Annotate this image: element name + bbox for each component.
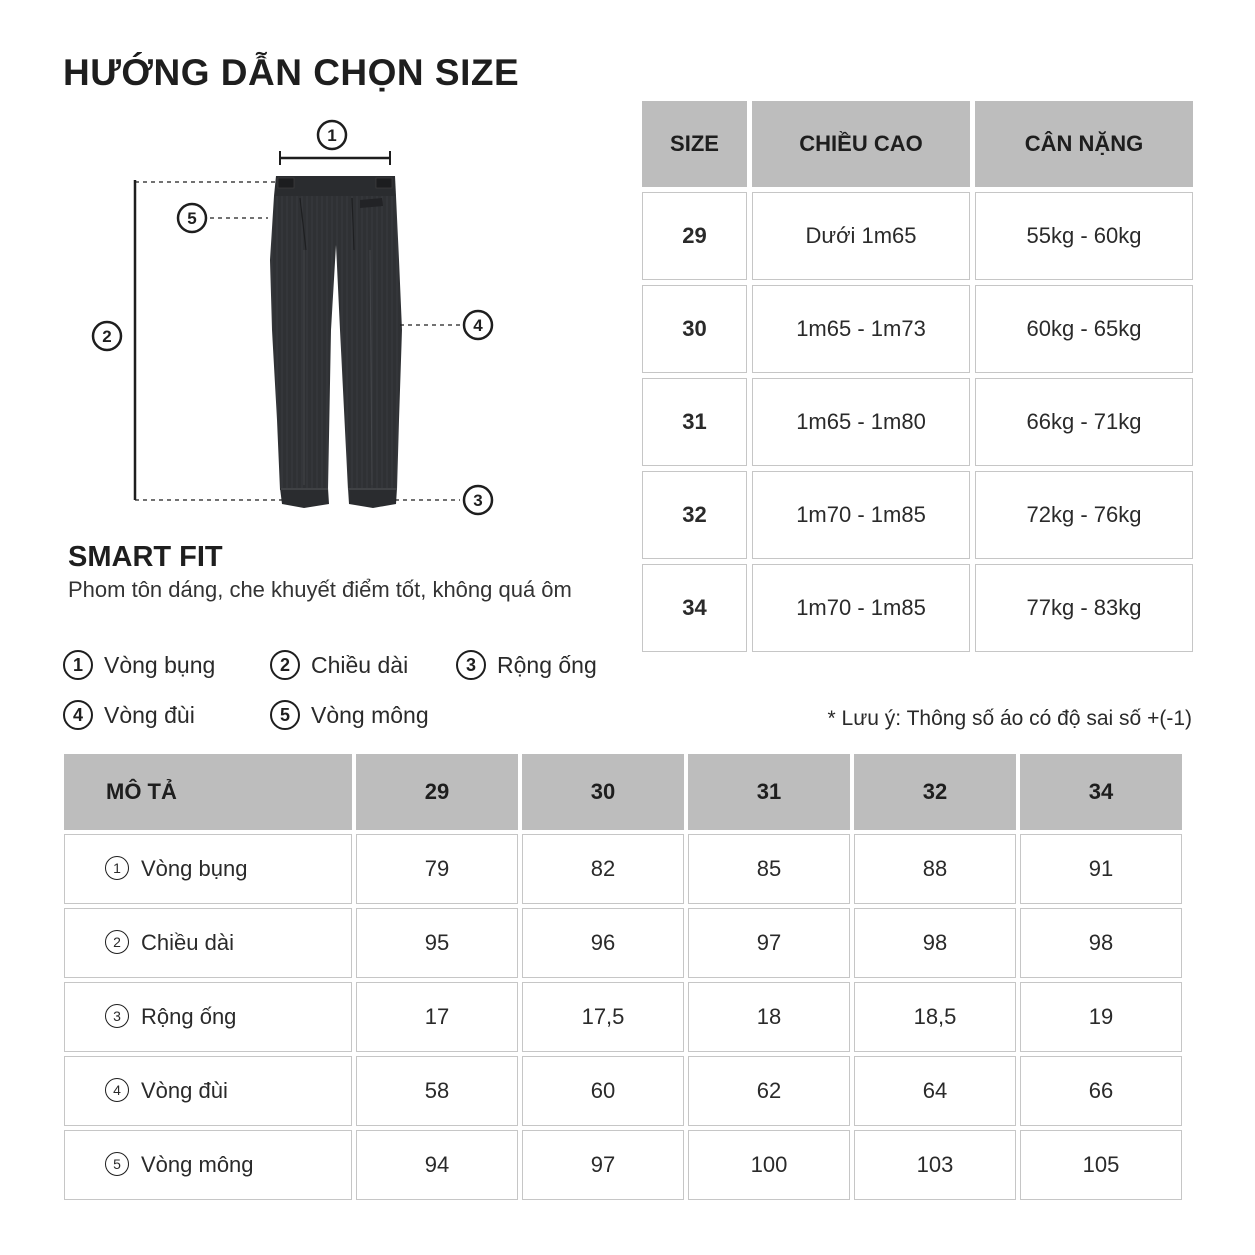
value-cell: 18 — [688, 982, 850, 1052]
marker-4-icon — [464, 311, 492, 339]
height-cell: 1m70 - 1m85 — [752, 471, 970, 559]
table-row — [64, 834, 1182, 904]
size-chart-table — [637, 96, 1198, 657]
value-cell: 88 — [854, 834, 1016, 904]
header-size-29: 29 — [356, 754, 518, 830]
value-cell: 79 — [356, 834, 518, 904]
legend-item-length — [270, 650, 408, 680]
size-cell: 31 — [642, 378, 747, 466]
row-label-text: Chiều dài — [141, 929, 234, 955]
weight-cell: 72kg - 76kg — [975, 471, 1193, 559]
marker-2-icon — [93, 322, 121, 350]
number-3-icon: 3 — [105, 1004, 129, 1028]
size-cell: 30 — [642, 285, 747, 373]
number-3-icon: 3 — [456, 650, 486, 680]
number-2-icon: 2 — [270, 650, 300, 680]
legend-item-waist — [63, 650, 215, 680]
value-cell: 62 — [688, 1056, 850, 1126]
value-cell: 82 — [522, 834, 684, 904]
size-chart-header-row — [642, 101, 1193, 187]
legend-label: Vòng bụng — [104, 651, 216, 678]
table-row — [64, 908, 1182, 978]
number-2-icon: 2 — [105, 930, 129, 954]
weight-cell: 60kg - 65kg — [975, 285, 1193, 373]
legend-label: Rộng ống — [497, 651, 597, 678]
trousers-icon — [270, 176, 402, 508]
weight-cell: 77kg - 83kg — [975, 564, 1193, 652]
value-cell: 91 — [1020, 834, 1182, 904]
measurement-header-row — [64, 754, 1182, 830]
header-height: CHIỀU CAO — [752, 101, 970, 187]
table-row — [64, 1130, 1182, 1200]
value-cell: 96 — [522, 908, 684, 978]
value-cell: 100 — [688, 1130, 850, 1200]
size-cell: 34 — [642, 564, 747, 652]
number-4-icon: 4 — [63, 700, 93, 730]
marker-1-icon — [318, 121, 346, 149]
height-cell: Dưới 1m65 — [752, 192, 970, 280]
value-cell: 105 — [1020, 1130, 1182, 1200]
value-cell: 18,5 — [854, 982, 1016, 1052]
svg-text:3: 3 — [473, 491, 483, 510]
row-label-text: Vòng đùi — [141, 1077, 228, 1103]
svg-text:5: 5 — [187, 209, 197, 228]
header-weight: CÂN NẶNG — [975, 101, 1193, 187]
svg-text:1: 1 — [327, 126, 337, 145]
table-row — [642, 471, 1193, 559]
table-row — [642, 192, 1193, 280]
legend-item-thigh — [63, 700, 195, 730]
marker-3-icon — [464, 486, 492, 514]
header-size-31: 31 — [688, 754, 850, 830]
trouser-diagram — [60, 110, 510, 520]
fit-title: SMART FIT — [68, 541, 223, 573]
size-cell: 32 — [642, 471, 747, 559]
value-cell: 103 — [854, 1130, 1016, 1200]
number-1-icon: 1 — [105, 856, 129, 880]
value-cell: 85 — [688, 834, 850, 904]
legend-item-leg-opening — [456, 650, 597, 680]
row-label-thigh — [64, 1056, 352, 1126]
value-cell: 58 — [356, 1056, 518, 1126]
tolerance-note: * Lưu ý: Thông số áo có độ sai số +(-1) — [827, 707, 1192, 730]
weight-cell: 66kg - 71kg — [975, 378, 1193, 466]
value-cell: 60 — [522, 1056, 684, 1126]
height-cell: 1m65 - 1m73 — [752, 285, 970, 373]
number-4-icon: 4 — [105, 1078, 129, 1102]
page-title: HƯỚNG DẪN CHỌN SIZE — [63, 52, 520, 93]
weight-cell: 55kg - 60kg — [975, 192, 1193, 280]
table-row — [642, 564, 1193, 652]
table-row — [642, 378, 1193, 466]
row-label-hip — [64, 1130, 352, 1200]
row-label-text: Rộng ống — [141, 1003, 237, 1029]
measurement-table — [60, 750, 1186, 1204]
size-cell: 29 — [642, 192, 747, 280]
table-row — [642, 285, 1193, 373]
row-label-leg-opening — [64, 982, 352, 1052]
table-row — [64, 1056, 1182, 1126]
svg-text:2: 2 — [102, 327, 112, 346]
table-row — [64, 982, 1182, 1052]
value-cell: 17,5 — [522, 982, 684, 1052]
legend-item-hip — [270, 700, 429, 730]
value-cell: 19 — [1020, 982, 1182, 1052]
header-size: SIZE — [642, 101, 747, 187]
number-5-icon: 5 — [105, 1152, 129, 1176]
value-cell: 97 — [522, 1130, 684, 1200]
row-label-text: Vòng bụng — [141, 855, 248, 881]
value-cell: 97 — [688, 908, 850, 978]
value-cell: 95 — [356, 908, 518, 978]
number-1-icon: 1 — [63, 650, 93, 680]
number-5-icon: 5 — [270, 700, 300, 730]
value-cell: 98 — [1020, 908, 1182, 978]
value-cell: 64 — [854, 1056, 1016, 1126]
legend-label: Vòng đùi — [104, 701, 195, 728]
waist-measure-line — [280, 151, 390, 165]
header-size-34: 34 — [1020, 754, 1182, 830]
value-cell: 94 — [356, 1130, 518, 1200]
height-cell: 1m70 - 1m85 — [752, 564, 970, 652]
height-cell: 1m65 - 1m80 — [752, 378, 970, 466]
value-cell: 98 — [854, 908, 1016, 978]
value-cell: 66 — [1020, 1056, 1182, 1126]
length-measure-line — [135, 180, 282, 500]
legend-label: Vòng mông — [311, 701, 429, 728]
header-size-32: 32 — [854, 754, 1016, 830]
row-label-length — [64, 908, 352, 978]
svg-text:4: 4 — [473, 316, 483, 335]
row-label-waist — [64, 834, 352, 904]
header-size-30: 30 — [522, 754, 684, 830]
value-cell: 17 — [356, 982, 518, 1052]
marker-5-icon — [178, 204, 206, 232]
legend-label: Chiều dài — [311, 651, 409, 678]
row-label-text: Vòng mông — [141, 1151, 254, 1177]
fit-description: Phom tôn dáng, che khuyết điểm tốt, không quá ôm — [68, 577, 572, 602]
header-description: MÔ TẢ — [64, 754, 352, 830]
